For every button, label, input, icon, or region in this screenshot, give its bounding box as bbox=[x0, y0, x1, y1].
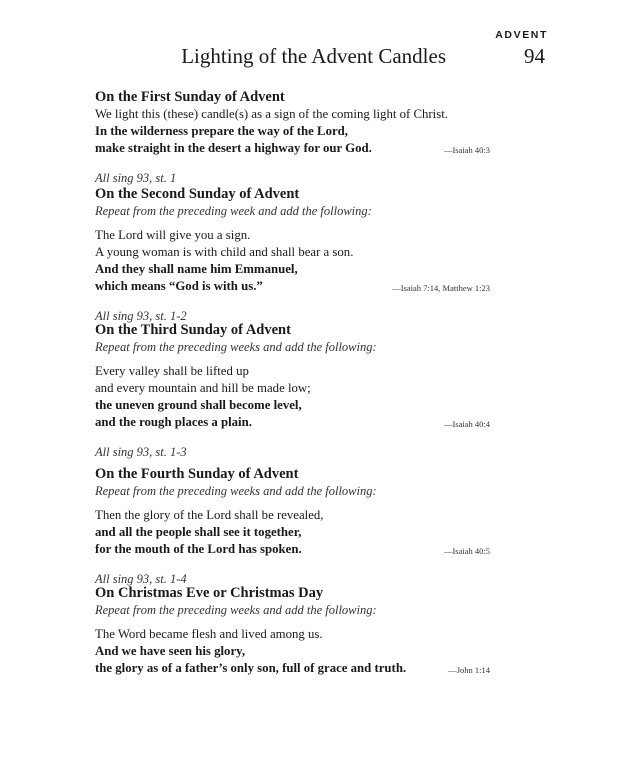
response-line bbox=[95, 660, 490, 677]
page-title: Lighting of the Advent Candles bbox=[181, 44, 446, 68]
response-line: In the wilderness prepare the way of the Lord, bbox=[95, 124, 348, 138]
scripture-citation: —Isaiah 40:4 bbox=[443, 419, 490, 429]
response-text: which means “God is with us.” bbox=[95, 279, 263, 293]
scripture-citation: —Isaiah 40:3 bbox=[443, 145, 490, 155]
section-heading: On the Third Sunday of Advent bbox=[95, 322, 291, 338]
liturgy-line: The Lord will give you a sign. bbox=[95, 228, 251, 242]
liturgy-line: We light this (these) candle(s) as a sign of the coming light of Christ. bbox=[95, 107, 448, 121]
hymn-instruction: All sing 93, st. 1-3 bbox=[95, 445, 187, 459]
section-second-sunday bbox=[95, 185, 490, 325]
hymn-instruction: All sing 93, st. 1-2 bbox=[95, 309, 187, 323]
section-heading: On Christmas Eve or Christmas Day bbox=[95, 585, 324, 601]
response-text: the glory as of a father’s only son, full of grace and truth. bbox=[95, 661, 407, 675]
response-line bbox=[95, 414, 490, 431]
scripture-citation: —John 1:14 bbox=[448, 665, 490, 675]
response-text: and the rough places a plain. bbox=[95, 415, 252, 429]
rubric: Repeat from the preceding weeks and add the following: bbox=[95, 603, 377, 617]
response-line bbox=[95, 541, 490, 558]
section-heading: On the First Sunday of Advent bbox=[95, 89, 285, 105]
liturgy-line: Then the glory of the Lord shall be revealed, bbox=[95, 508, 324, 522]
response-text: make straight in the desert a highway for our God. bbox=[95, 141, 372, 155]
page-number: 94 bbox=[524, 44, 545, 68]
rubric: Repeat from the preceding weeks and add the following: bbox=[95, 340, 377, 354]
response-line bbox=[95, 140, 490, 157]
scripture-citation: —Isaiah 7:14, Matthew 1:23 bbox=[392, 283, 490, 293]
liturgy-line: Every valley shall be lifted up bbox=[95, 364, 249, 378]
liturgy-line: A young woman is with child and shall bear a son. bbox=[95, 245, 354, 259]
section-fourth-sunday bbox=[95, 465, 490, 588]
rubric: Repeat from the preceding week and add the following: bbox=[95, 204, 372, 218]
response-line: and all the people shall see it together, bbox=[95, 525, 302, 539]
scripture-citation: —Isaiah 40:5 bbox=[443, 546, 490, 556]
section-first-sunday bbox=[95, 88, 490, 187]
section-third-sunday bbox=[95, 321, 490, 461]
section-heading: On the Fourth Sunday of Advent bbox=[95, 466, 299, 482]
hymn-instruction: All sing 93, st. 1 bbox=[95, 171, 177, 185]
liturgy-line: and every mountain and hill be made low; bbox=[95, 381, 311, 395]
response-text: for the mouth of the Lord has spoken. bbox=[95, 542, 302, 556]
response-line: And they shall name him Emmanuel, bbox=[95, 262, 298, 276]
response-line bbox=[95, 278, 490, 295]
rubric: Repeat from the preceding weeks and add the following: bbox=[95, 484, 377, 498]
section-heading: On the Second Sunday of Advent bbox=[95, 186, 300, 202]
liturgy-line: The Word became flesh and lived among us. bbox=[95, 627, 323, 641]
section-christmas bbox=[95, 584, 490, 677]
hymn-instruction: All sing 93, st. 1-4 bbox=[95, 572, 187, 586]
section-tag: ADVENT bbox=[495, 29, 548, 41]
response-line: the uneven ground shall become level, bbox=[95, 398, 302, 412]
response-line: And we have seen his glory, bbox=[95, 644, 246, 658]
